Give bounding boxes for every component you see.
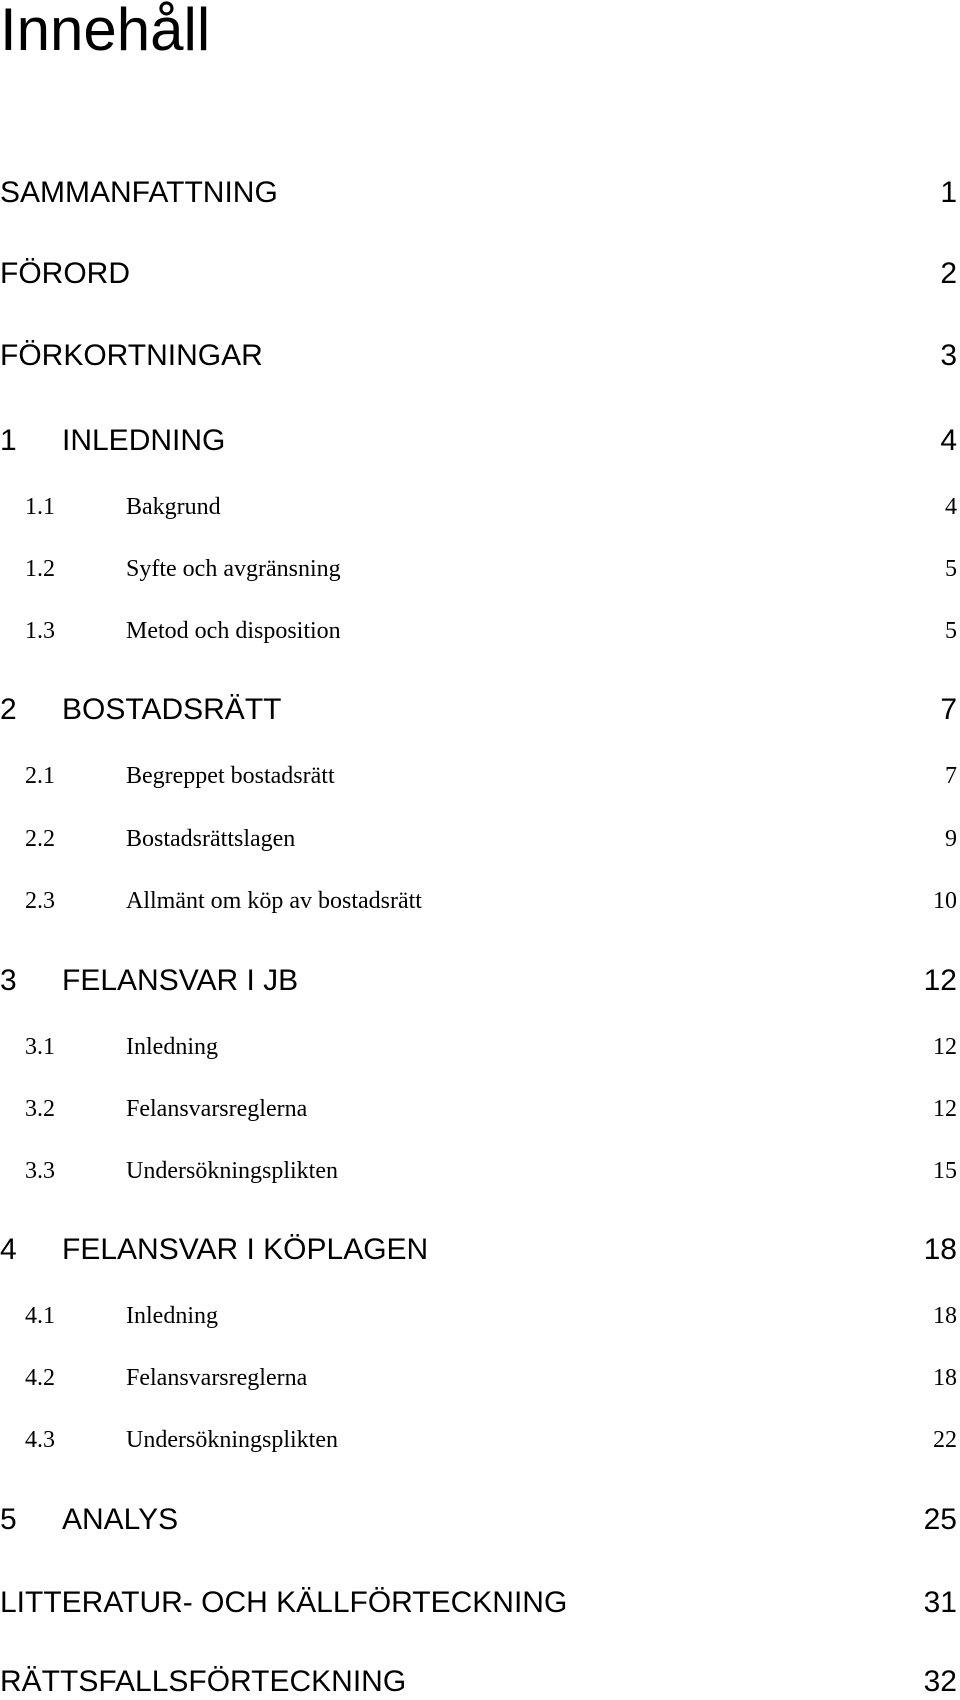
toc-entry-number: 4.2 <box>25 1365 55 1391</box>
toc-entry-label: Syfte och avgränsning <box>126 556 341 582</box>
toc-entry-label: RÄTTSFALLSFÖRTECKNING <box>0 1665 407 1698</box>
toc-entry-number: 2.3 <box>25 888 55 914</box>
toc-entry-number: 2.2 <box>25 826 55 852</box>
toc-entry-section-2-1[interactable] <box>0 759 957 793</box>
toc-entry-number: 1.3 <box>25 618 55 644</box>
toc-entry-label: BOSTADSRÄTT <box>62 693 282 726</box>
toc-entry-page: 15 <box>933 1158 957 1184</box>
toc-entry-page: 4 <box>940 424 957 457</box>
toc-entry-section-1-2[interactable] <box>0 552 957 586</box>
toc-entry-page: 32 <box>923 1665 957 1698</box>
toc-entry-page: 5 <box>945 618 957 644</box>
toc-entry-number: 2.1 <box>25 763 55 789</box>
toc-entry-label: SAMMANFATTNING <box>0 176 278 209</box>
toc-entry-section-2-2[interactable] <box>0 822 957 856</box>
toc-entry-label: Inledning <box>126 1303 218 1329</box>
page-title: Innehåll <box>0 0 211 63</box>
toc-entry-label: Begreppet bostadsrätt <box>126 763 335 789</box>
toc-entry-page: 18 <box>923 1233 957 1266</box>
toc-entry-label: Allmänt om köp av bostadsrätt <box>126 888 422 914</box>
toc-entry-page: 25 <box>923 1503 957 1536</box>
toc-entry-page: 9 <box>945 826 957 852</box>
toc-entry-number: 3 <box>0 964 17 997</box>
toc-entry-page: 18 <box>933 1303 957 1329</box>
toc-entry-chapter-1[interactable] <box>0 424 957 458</box>
toc-entry-section-3-3[interactable] <box>0 1154 957 1188</box>
toc-entry-label: ANALYS <box>62 1503 179 1536</box>
toc-entry-page: 12 <box>933 1096 957 1122</box>
toc-entry-number: 3.3 <box>25 1158 55 1184</box>
toc-entry-page: 7 <box>945 763 957 789</box>
toc-entry-litteratur[interactable] <box>0 1586 957 1620</box>
toc-entry-page: 12 <box>923 964 957 997</box>
toc-entry-label: FÖRKORTNINGAR <box>0 339 263 372</box>
toc-entry-page: 1 <box>940 176 957 209</box>
toc-entry-number: 1.2 <box>25 556 55 582</box>
toc-entry-page: 4 <box>945 494 957 520</box>
toc-entry-label: FÖRORD <box>0 257 130 290</box>
toc-entry-label: INLEDNING <box>62 424 226 457</box>
toc-entry-page: 22 <box>933 1427 957 1453</box>
toc-entry-page: 18 <box>933 1365 957 1391</box>
toc-entry-label: Felansvarsreglerna <box>126 1096 308 1122</box>
toc-entry-label: FELANSVAR I KÖPLAGEN <box>62 1233 429 1266</box>
toc-entry-label: Undersökningsplikten <box>126 1427 338 1453</box>
toc-entry-rattsfall[interactable] <box>0 1665 957 1699</box>
toc-entry-number: 3.2 <box>25 1096 55 1122</box>
toc-entry-section-4-2[interactable] <box>0 1361 957 1395</box>
toc-entry-page: 5 <box>945 556 957 582</box>
toc-entry-page: 31 <box>923 1586 957 1619</box>
toc-entry-number: 4.3 <box>25 1427 55 1453</box>
toc-entry-number: 4.1 <box>25 1303 55 1329</box>
toc-entry-chapter-2[interactable] <box>0 693 957 727</box>
toc-entry-number: 5 <box>0 1503 17 1536</box>
toc-entry-number: 4 <box>0 1233 17 1266</box>
toc-entry-section-4-3[interactable] <box>0 1423 957 1457</box>
toc-entry-label: LITTERATUR- OCH KÄLLFÖRTECKNING <box>0 1586 568 1619</box>
toc-entry-section-3-1[interactable] <box>0 1030 957 1064</box>
toc-entry-chapter-5[interactable] <box>0 1503 957 1537</box>
toc-entry-page: 7 <box>940 693 957 726</box>
toc-entry-page: 10 <box>933 888 957 914</box>
toc-entry-number: 1.1 <box>25 494 55 520</box>
toc-entry-label: Felansvarsreglerna <box>126 1365 308 1391</box>
toc-entry-page: 2 <box>940 257 957 290</box>
toc-entry-number: 3.1 <box>25 1034 55 1060</box>
toc-entry-page: 12 <box>933 1034 957 1060</box>
toc-entry-chapter-3[interactable] <box>0 964 957 998</box>
toc-entry-label: Bostadsrättslagen <box>126 826 296 852</box>
toc-entry-label: Inledning <box>126 1034 218 1060</box>
toc-entry-section-4-1[interactable] <box>0 1299 957 1333</box>
toc-entry-number: 2 <box>0 693 17 726</box>
toc-entry-label: Undersökningsplikten <box>126 1158 338 1184</box>
toc-entry-section-1-1[interactable] <box>0 490 957 524</box>
toc-entry-forord[interactable] <box>0 257 957 291</box>
toc-entry-label: Bakgrund <box>126 494 221 520</box>
toc-entry-section-1-3[interactable] <box>0 614 957 648</box>
toc-entry-sammanfattning[interactable] <box>0 176 957 210</box>
toc-entry-number: 1 <box>0 424 17 457</box>
toc-entry-section-3-2[interactable] <box>0 1092 957 1126</box>
toc-entry-label: Metod och disposition <box>126 618 341 644</box>
toc-entry-section-2-3[interactable] <box>0 884 957 918</box>
toc-entry-page: 3 <box>940 339 957 372</box>
toc-entry-forkortningar[interactable] <box>0 339 957 373</box>
toc-entry-label: FELANSVAR I JB <box>62 964 299 997</box>
toc-entry-chapter-4[interactable] <box>0 1233 957 1267</box>
